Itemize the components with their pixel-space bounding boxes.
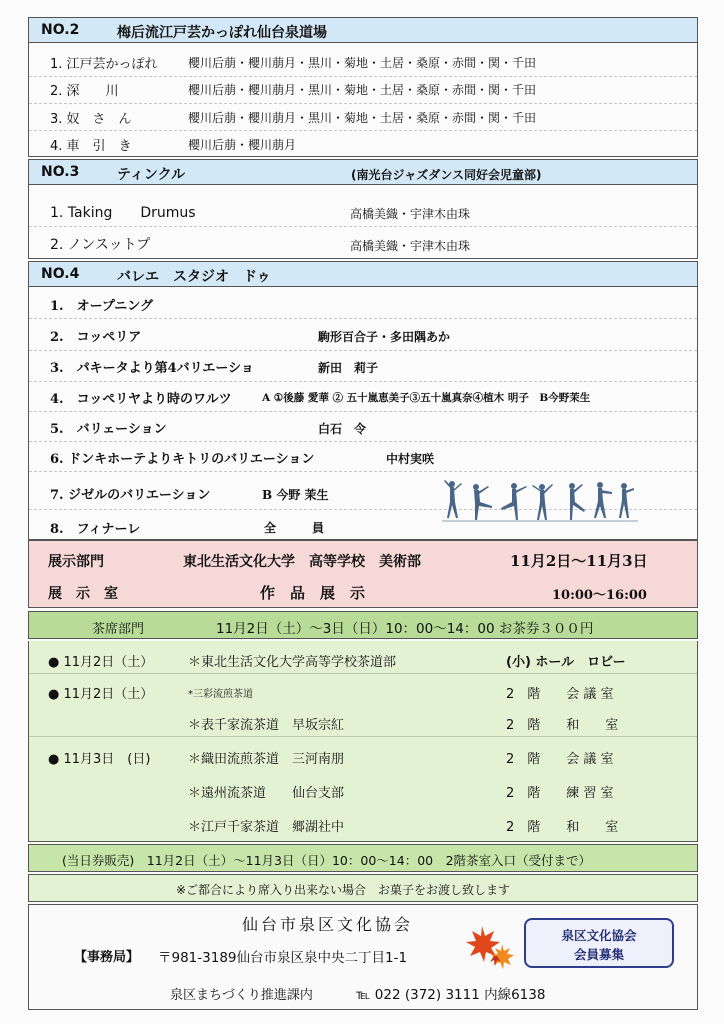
list-item-label: 3. パキータより第4バリエーショ bbox=[50, 361, 254, 376]
exhibit-dates: 11月2日～11月3日 bbox=[510, 552, 648, 570]
list-item-label: 2. ノンスットプ bbox=[50, 237, 151, 253]
list-item-names: 新田 莉子 bbox=[318, 361, 379, 375]
section-no3-note: (南光台ジャズダンス同好会児童部) bbox=[351, 168, 542, 182]
tea-row-school: ＊遠州流茶道 仙台支部 bbox=[188, 786, 345, 801]
section-no2-number: NO.2 bbox=[41, 22, 80, 38]
tea-sale-text: (当日券販売) 11月2日（土）～11月3日（日）10：00～14：00 2階茶室入口（受付まで） bbox=[62, 853, 592, 868]
tea-row-place: 2 階 会 議 室 bbox=[506, 752, 614, 767]
footer-office-label: 【事務局】 bbox=[74, 950, 140, 965]
ballet-dancers-illustration bbox=[440, 478, 640, 524]
tea-row-date: ● 11月3日 (日) bbox=[48, 752, 151, 767]
footer-org-name: 仙台市泉区文化協会 bbox=[242, 915, 414, 934]
exhibit-kind: 作 品 展 示 bbox=[260, 584, 366, 602]
list-item-label: 4. 車 引 き bbox=[50, 139, 132, 154]
section-no2-title: 梅后流江戸芸かっぽれ仙台泉道場 bbox=[117, 25, 327, 41]
tea-row-school: ＊織田流煎茶道 三河南朋 bbox=[188, 752, 345, 767]
tea-row-school: *三彩流煎茶道 bbox=[188, 689, 253, 700]
tea-row-place: 2 階 会 議 室 bbox=[506, 687, 614, 702]
tea-row-school: ＊表千家流茶道 早坂宗紅 bbox=[188, 718, 345, 733]
tea-row-date: ● 11月2日（土） bbox=[48, 655, 154, 670]
section-no2-header bbox=[28, 17, 698, 43]
list-item-names: 駒形百合子・多田隅あか bbox=[318, 330, 451, 344]
list-item-label: 2. 深 川 bbox=[50, 84, 119, 99]
tea-row-place: (小) ホール ロビー bbox=[506, 655, 626, 670]
list-item-names: 中村実咲 bbox=[386, 452, 435, 466]
list-item-label: 8. フィナーレ bbox=[50, 522, 141, 537]
section-no4-number: NO.4 bbox=[41, 266, 80, 282]
tea-notice-text: ※ご都合により席入り出来ない場合 お菓子をお渡し致します bbox=[176, 883, 511, 897]
member-recruit-line1: 泉区文化協会 bbox=[561, 928, 637, 943]
list-item-names: 櫻川后萠・櫻川萠月 bbox=[188, 138, 297, 152]
section-no3-title: ティンクル bbox=[117, 167, 186, 183]
list-item-label: 3. 奴 さ ん bbox=[50, 112, 132, 127]
list-item-label: 5. バリェーション bbox=[50, 422, 167, 437]
section-no4-header bbox=[28, 261, 698, 287]
footer-dept: 泉区まちづくり推進課内 bbox=[170, 988, 313, 1003]
list-item-names: B 今野 茉生 bbox=[262, 488, 329, 502]
exhibit-org: 東北生活文化大学 高等学校 美術部 bbox=[183, 554, 421, 570]
list-item-label: 1. オープニング bbox=[50, 299, 154, 314]
tea-schedule bbox=[28, 641, 698, 842]
list-item-names: 高橋美織・宇津木由珠 bbox=[350, 239, 471, 253]
footer-tel: ℡ 022 (372) 3111 内線6138 bbox=[356, 987, 546, 1003]
list-item-label: 1. 江戸芸かっぽれ bbox=[50, 57, 158, 72]
tea-header-label: 茶席部門 bbox=[92, 622, 145, 637]
list-item-names: 高橋美織・宇津木由珠 bbox=[350, 207, 471, 221]
section-no4-title: バレエ スタジオ ドゥ bbox=[117, 269, 271, 285]
tea-row-place: 2 階 和 室 bbox=[506, 718, 619, 733]
list-item-names: 櫻川后萠・櫻川萠月・黒川・菊地・土居・桑原・赤間・関・千田 bbox=[188, 111, 537, 125]
list-item-names: 全 員 bbox=[264, 521, 325, 535]
list-item-label: 2. コッペリア bbox=[50, 330, 142, 345]
list-item-names: 櫻川后萠・櫻川萠月・黒川・菊地・土居・桑原・赤間・関・千田 bbox=[188, 83, 537, 97]
tea-row-place: 2 階 和 室 bbox=[506, 820, 619, 835]
tea-row-date: ● 11月2日（土） bbox=[48, 687, 154, 702]
list-item-label: 4. コッペリヤより時のワルツ bbox=[50, 392, 232, 407]
section-no3-number: NO.3 bbox=[41, 164, 80, 180]
member-recruit-box bbox=[524, 918, 674, 968]
autumn-leaves-icon bbox=[464, 922, 520, 972]
exhibit-hours: 10:00～16:00 bbox=[552, 588, 647, 603]
list-item-label: 7. ジゼルのバリエーション bbox=[50, 488, 211, 503]
tea-row-school: ＊江戸千家茶道 郷湖社中 bbox=[188, 820, 345, 835]
section-no3-header bbox=[28, 159, 698, 185]
list-item-label: 6. ドンキホーテよりキトリのバリエーション bbox=[50, 452, 315, 467]
exhibit-room: 展 示 室 bbox=[48, 586, 118, 602]
list-item-names: 櫻川后萠・櫻川萠月・黒川・菊地・土居・桑原・赤間・関・千田 bbox=[188, 56, 537, 70]
footer-address: 〒981-3189仙台市泉区泉中央二丁目1-1 bbox=[158, 950, 408, 966]
list-item-names: A ①後藤 愛華 ② 五十嵐恵美子③五十嵐真奈④植木 明子 B今野茉生 bbox=[262, 392, 591, 404]
tea-row-school: ＊東北生活文化大学高等学校茶道部 bbox=[188, 655, 397, 670]
list-item-names: 白石 令 bbox=[318, 422, 367, 436]
tea-row-place: 2 階 練 習 室 bbox=[506, 786, 614, 801]
tea-header-info: 11月2日（土）～3日（日）10：00～14：00 お茶券３００円 bbox=[216, 621, 594, 637]
list-item-label: 1. Taking Drumus bbox=[50, 205, 196, 221]
member-recruit-line2: 会員募集 bbox=[573, 947, 624, 962]
exhibit-dept: 展示部門 bbox=[48, 554, 104, 570]
